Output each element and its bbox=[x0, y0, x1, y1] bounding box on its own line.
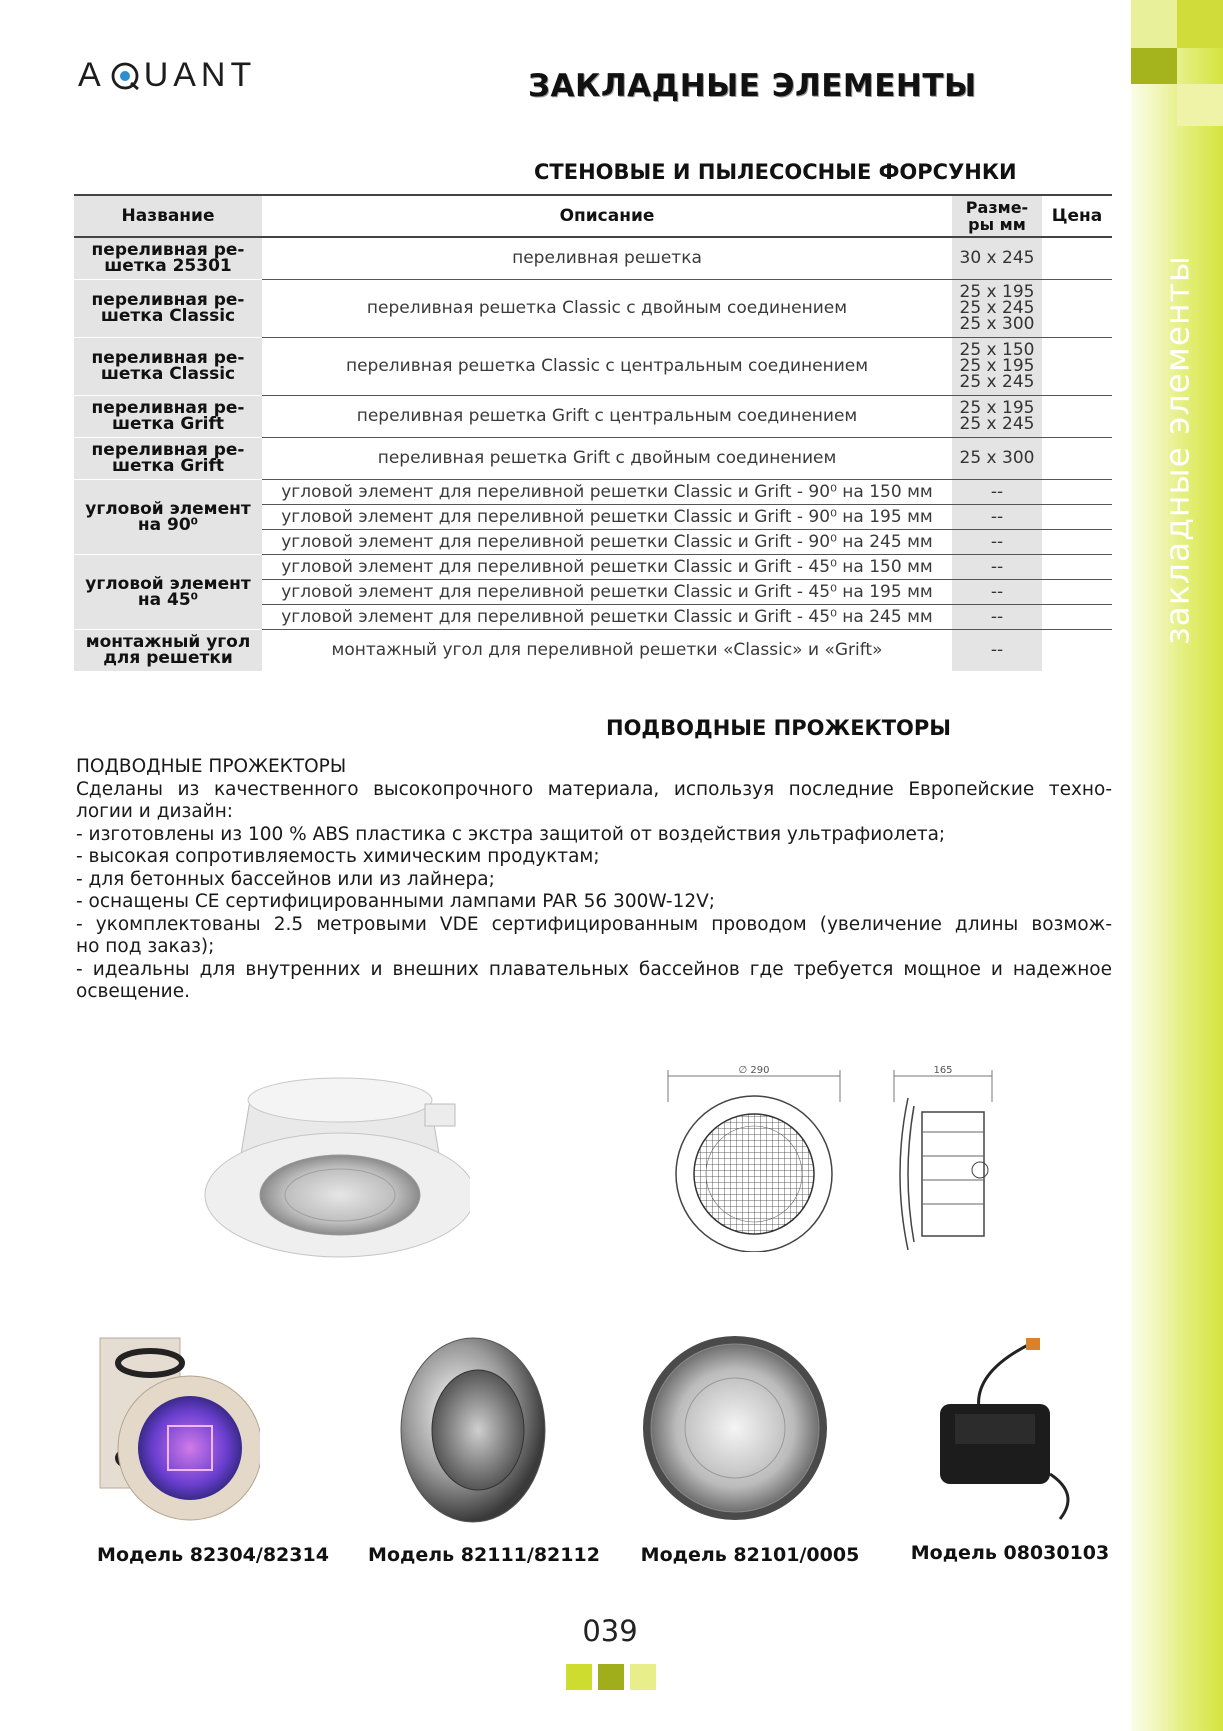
table-row bbox=[74, 437, 1112, 479]
row-name: угловой элемент на 90⁰ bbox=[74, 479, 262, 554]
row-price bbox=[1042, 437, 1112, 479]
row-price bbox=[1042, 529, 1112, 554]
decor-square bbox=[1177, 84, 1223, 126]
row-size: 25 х 300 bbox=[952, 437, 1042, 479]
row-size: 30 х 245 bbox=[952, 237, 1042, 279]
row-name: переливная ре- шетка Classic bbox=[74, 337, 262, 395]
text-line: логии и дизайн: bbox=[76, 801, 234, 822]
table-row bbox=[74, 337, 1112, 395]
model-82304-image bbox=[80, 1318, 260, 1538]
brand-logo: A UANT bbox=[78, 56, 257, 94]
text-line: - изготовлены из 100 % ABS пластика с экстра защитой от воздействия ультрафиолета; bbox=[76, 823, 946, 845]
row-desc: переливная решетка Classic с двойным соединением bbox=[262, 279, 952, 337]
row-desc: угловой элемент для переливной решетки Classic и Grift - 45⁰ на 150 мм bbox=[262, 554, 952, 579]
row-price bbox=[1042, 237, 1112, 279]
row-price bbox=[1042, 604, 1112, 629]
header-name: Название bbox=[74, 195, 262, 237]
table-header-row bbox=[74, 195, 1112, 237]
row-size: -- bbox=[952, 479, 1042, 504]
row-price bbox=[1042, 504, 1112, 529]
page-title: ЗАКЛАДНЫЕ ЭЛЕМЕНТЫ bbox=[528, 68, 977, 104]
model-label: Модель 08030103 bbox=[910, 1542, 1110, 1564]
decor-square bbox=[1177, 0, 1223, 48]
row-size: -- bbox=[952, 579, 1042, 604]
table-row bbox=[74, 279, 1112, 337]
decor-square bbox=[1131, 48, 1177, 84]
row-desc: угловой элемент для переливной решетки Classic и Grift - 90⁰ на 245 мм bbox=[262, 529, 952, 554]
lights-description bbox=[76, 756, 1112, 1004]
diameter-label: ∅ 290 bbox=[738, 1065, 770, 1076]
nozzles-table bbox=[74, 194, 1112, 671]
table-row bbox=[74, 237, 1112, 279]
row-desc: монтажный угол для переливной решетки «Classic» и «Grift» bbox=[331, 640, 883, 661]
text-line: ПОДВОДНЫЕ ПРОЖЕКТОРЫ bbox=[76, 756, 347, 777]
section-title-nozzles: СТЕНОВЫЕ И ПЫЛЕСОСНЫЕ ФОРСУНКИ bbox=[534, 160, 1017, 184]
row-name: переливная ре- шетка Classic bbox=[74, 279, 262, 337]
spotlight-drawing-front bbox=[664, 1062, 846, 1252]
row-desc: угловой элемент для переливной решетки Classic и Grift - 45⁰ на 245 мм bbox=[262, 604, 952, 629]
row-price bbox=[1042, 395, 1112, 437]
row-price bbox=[1042, 479, 1112, 504]
section-title-lights: ПОДВОДНЫЕ ПРОЖЕКТОРЫ bbox=[606, 716, 952, 740]
side-title: закладные элементы bbox=[1157, 255, 1197, 645]
header-price: Цена bbox=[1042, 195, 1112, 237]
table-row bbox=[74, 479, 1112, 504]
model-label: Модель 82101/0005 bbox=[640, 1544, 860, 1566]
spotlight-drawing-side bbox=[888, 1062, 998, 1252]
text-line: - для бетонных бассейнов или из лайнера; bbox=[76, 868, 495, 890]
row-desc: переливная решетка Grift с двойным соединением bbox=[262, 437, 952, 479]
row-price bbox=[1042, 279, 1112, 337]
row-name: монтажный угол для решетки bbox=[74, 629, 262, 671]
row-name: угловой элемент на 45⁰ bbox=[74, 554, 262, 629]
row-size: 25 х 195 25 х 245 bbox=[952, 395, 1042, 437]
text-line: Сделаны из качественного высокопрочного материала, используя последние Европейские техно- bbox=[76, 778, 1112, 800]
model-label: Модель 82304/82314 bbox=[97, 1544, 329, 1566]
row-name: переливная ре- шетка 25301 bbox=[74, 237, 262, 279]
logo-q-icon bbox=[110, 61, 140, 91]
row-desc: переливная решетка bbox=[262, 237, 952, 279]
row-desc: угловой элемент для переливной решетки Classic и Grift - 45⁰ на 195 мм bbox=[262, 579, 952, 604]
decor-square bbox=[1131, 0, 1177, 48]
page-number: 039 bbox=[582, 1614, 638, 1648]
decor-square bbox=[630, 1664, 656, 1690]
text-line: - идеальны для внутренних и внешних плавательных бассейнов где требуется мощное и надежное bbox=[76, 958, 1112, 980]
model-label: Модель 82111/82112 bbox=[368, 1544, 600, 1566]
model-08030103-image bbox=[910, 1334, 1100, 1524]
row-size: -- bbox=[952, 504, 1042, 529]
row-name: переливная ре- шетка Grift bbox=[74, 437, 262, 479]
row-price bbox=[1042, 579, 1112, 604]
text-line: освещение. bbox=[76, 981, 190, 1002]
row-size: -- bbox=[952, 529, 1042, 554]
table-row bbox=[74, 629, 1112, 671]
table-row bbox=[74, 554, 1112, 579]
decor-square bbox=[598, 1664, 624, 1690]
header-desc: Описание bbox=[262, 195, 952, 237]
header-size: Разме- ры мм bbox=[952, 195, 1042, 237]
row-name: переливная ре- шетка Grift bbox=[74, 395, 262, 437]
row-desc: переливная решетка Grift с центральным соединением bbox=[262, 395, 952, 437]
decor-square bbox=[566, 1664, 592, 1690]
text-line: - оснащены CE сертифицированными лампами PAR 56 300W-12V; bbox=[76, 891, 716, 912]
text-line: но под заказ); bbox=[76, 936, 215, 957]
row-price bbox=[1042, 629, 1112, 671]
row-size: -- bbox=[952, 604, 1042, 629]
row-size: 25 х 150 25 х 195 25 х 245 bbox=[952, 337, 1042, 395]
depth-label: 165 bbox=[933, 1065, 953, 1076]
text-line: - укомплектованы 2.5 метровыми VDE сертифицированным проводом (увеличение длины возмож- bbox=[76, 913, 1112, 935]
row-desc: угловой элемент для переливной решетки Classic и Grift - 90⁰ на 195 мм bbox=[262, 504, 952, 529]
row-desc: угловой элемент для переливной решетки Classic и Grift - 90⁰ на 150 мм bbox=[262, 479, 952, 504]
table-row bbox=[74, 395, 1112, 437]
row-desc: переливная решетка Classic с центральным соединением bbox=[262, 337, 952, 395]
row-price bbox=[1042, 337, 1112, 395]
row-size: -- bbox=[952, 554, 1042, 579]
row-price bbox=[1042, 554, 1112, 579]
text-line: - высокая сопротивляемость химическим продуктам; bbox=[76, 846, 600, 867]
row-size: 25 х 195 25 х 245 25 х 300 bbox=[952, 279, 1042, 337]
row-size: -- bbox=[952, 629, 1042, 671]
spotlight-housing-image bbox=[190, 1060, 470, 1270]
model-82101-image bbox=[640, 1328, 830, 1528]
model-82111-image bbox=[398, 1330, 548, 1530]
